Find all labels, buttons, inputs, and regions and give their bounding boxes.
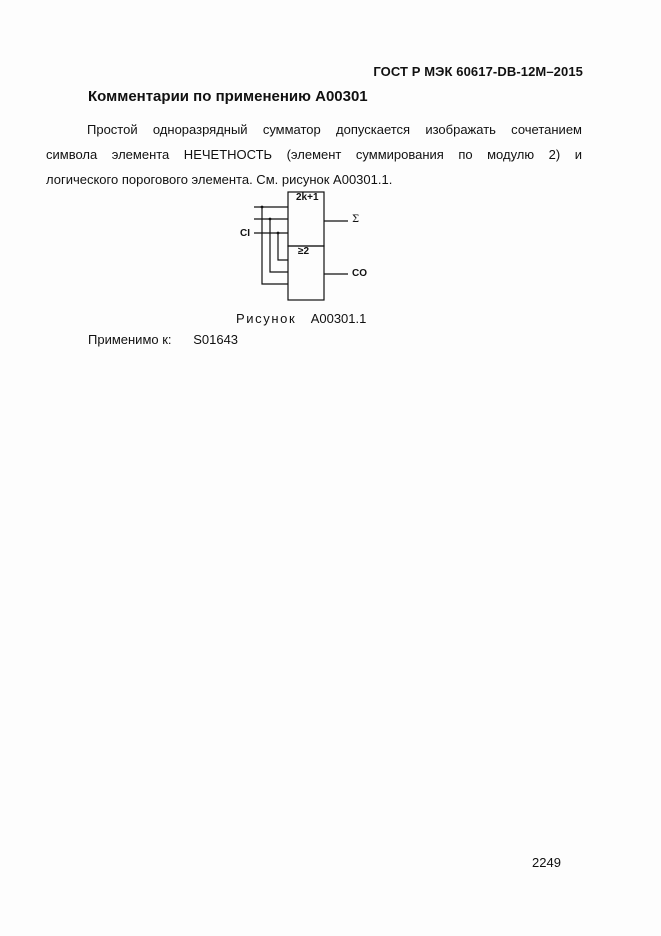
carry-input-label: CI: [240, 228, 250, 239]
document-header: ГОСТ Р МЭК 60617-DB-12M–2015: [373, 64, 583, 79]
paragraph-line-1: Простой одноразрядный сумматор допускается изображать сочетанием: [87, 122, 582, 137]
paragraph-line-3: логического порогового элемента. См. рисунок A00301.1.: [46, 172, 393, 187]
carry-output-label: CO: [352, 268, 367, 279]
threshold-qualifier: ≥2: [298, 246, 310, 257]
applies-label: Применимо к:: [88, 332, 172, 347]
applies-to: [88, 332, 238, 347]
adder-figure: [232, 186, 382, 306]
junction-dot: [261, 206, 264, 209]
junction-dot: [277, 232, 280, 235]
junction-dot: [269, 218, 272, 221]
sum-output-label: Σ: [352, 214, 360, 225]
section-title: Комментарии по применению A00301: [88, 88, 368, 105]
figure-caption: [236, 311, 366, 326]
caption-word: Рисунок: [236, 311, 297, 326]
paragraph-line-2: символа элемента НЕЧЕТНОСТЬ (элемент суммирования по модулю 2) и: [46, 147, 582, 162]
caption-id: A00301.1: [310, 311, 367, 326]
branch-ci-line: [278, 233, 288, 260]
parity-qualifier: 2k+1: [296, 192, 319, 203]
applies-value: S01643: [193, 332, 239, 347]
branch-b-line: [270, 219, 288, 272]
body-paragraph: [46, 117, 582, 192]
page-number: 2249: [532, 855, 561, 870]
